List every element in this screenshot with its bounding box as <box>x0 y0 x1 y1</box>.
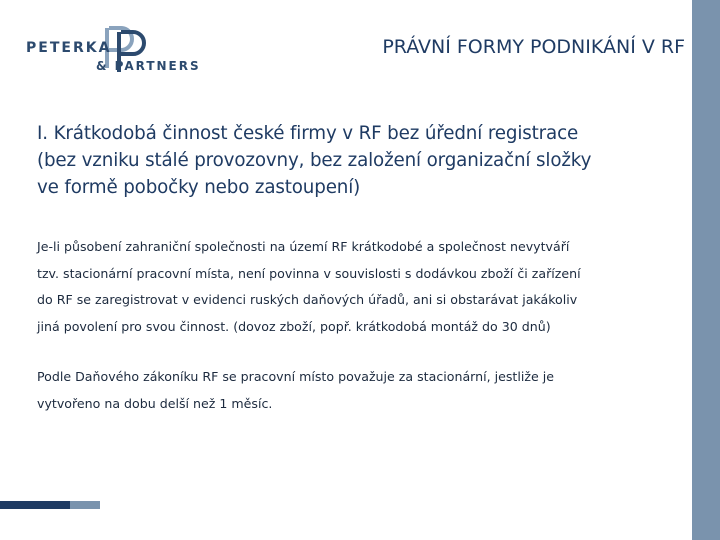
heading-line: ve formě pobočky nebo zastoupení) <box>37 177 361 198</box>
section-heading <box>37 120 687 201</box>
heading-line: I. Krátkodobá činnost české firmy v RF bez úřední registrace <box>37 123 579 144</box>
paragraph-short-term-activity <box>37 234 682 340</box>
paragraph-line: Podle Daňového zákoníku RF se pracovní místo považuje za stacionární, jestliže je <box>37 369 554 384</box>
paragraph-line: jiná povolení pro svou činnost. (dovoz zboží, popř. krátkodobá montáž do 30 dnů) <box>37 318 551 334</box>
right-decorative-bar <box>692 0 720 540</box>
heading-line: (bez vzniku stálé provozovny, bez založení organizační složky <box>37 150 592 171</box>
company-logo <box>26 26 206 76</box>
paragraph-line: Je-li působení zahraniční společnosti na území RF krátkodobé a společnost nevytváří <box>37 239 570 254</box>
paragraph-tax-code <box>37 364 682 417</box>
paragraph-line: tzv. stacionární pracovní místa, není povinna v souvislosti s dodávkou zboží či zařízení <box>37 265 581 281</box>
logo-word-top: PETERKA <box>26 40 112 56</box>
paragraph-line: vytvořeno na dobu delší než 1 měsíc. <box>37 395 273 411</box>
footer-stripe-light <box>70 501 100 509</box>
paragraph-line: do RF se zaregistrovat v evidenci ruských daňových úřadů, ani si obstarávat jakákoliv <box>37 292 578 307</box>
logo-word-bottom: & PARTNERS <box>96 59 201 73</box>
page-title: PRÁVNÍ FORMY PODNIKÁNÍ V RF <box>382 36 685 58</box>
footer-stripe-dark <box>0 501 70 509</box>
